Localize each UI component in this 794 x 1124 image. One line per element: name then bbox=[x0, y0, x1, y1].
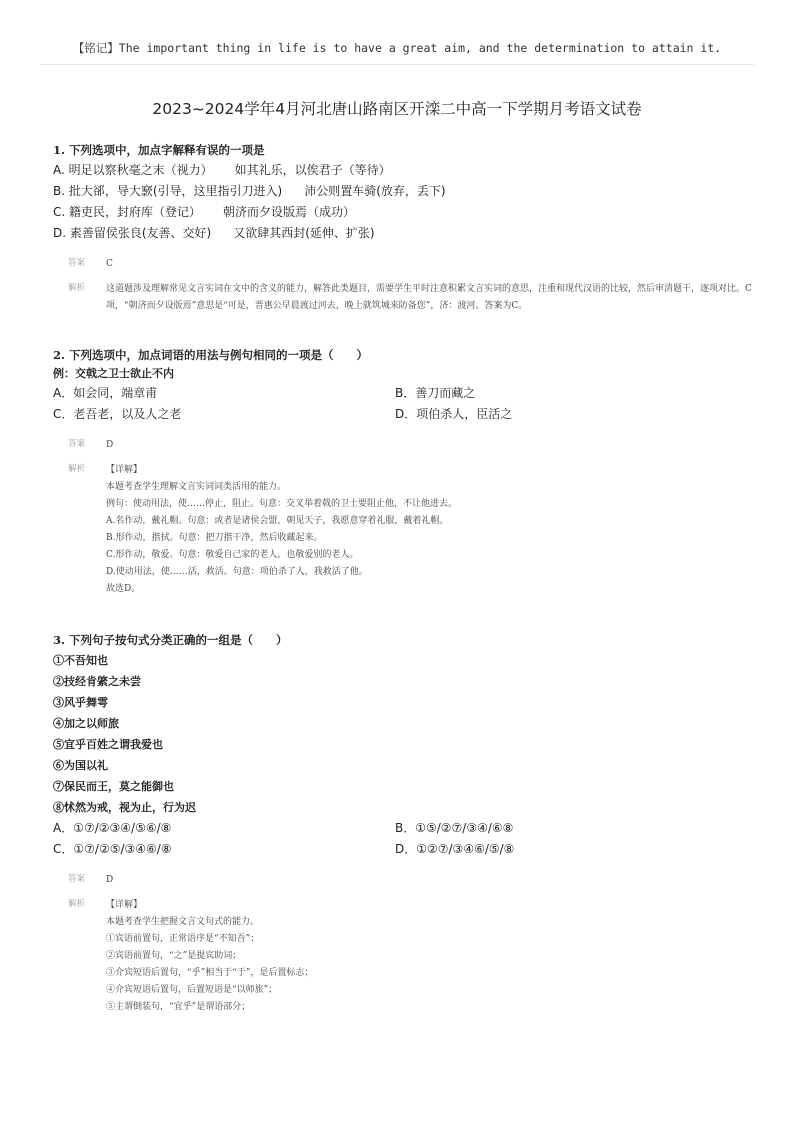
option-d: D．①②⑦/③④⑥/⑤/⑧ bbox=[395, 842, 515, 856]
answer-value: D bbox=[106, 875, 114, 885]
option-text: B. 批大郤，导大窾(引导，这里指引刀进入) bbox=[53, 184, 283, 198]
option-b: B．①⑤/②⑦/③④/⑥⑧ bbox=[395, 821, 514, 835]
option-text: C. 籍吏民，封府库（登记） bbox=[53, 205, 202, 219]
answer-block bbox=[68, 256, 753, 315]
option-text: 如其礼乐，以俟君子（等待） bbox=[234, 163, 391, 177]
option-b: B．善刀而藏之 bbox=[395, 386, 476, 400]
sentence-item: ④加之以师旅 bbox=[53, 717, 119, 730]
answer-label: 答案 bbox=[68, 874, 86, 884]
option-row bbox=[53, 223, 753, 244]
analysis-label: 解析 bbox=[68, 464, 86, 474]
analysis-line: ①宾语前置句，正常语序是“不知吾”； bbox=[106, 934, 260, 944]
exam-content bbox=[53, 140, 753, 1016]
answer-value: C bbox=[106, 259, 113, 269]
example-sentence: 例：交戟之卫士欲止不内 bbox=[53, 367, 174, 380]
sentence-item: ⑦保民而王，莫之能御也 bbox=[53, 780, 174, 793]
option-text: 沛公则置车骑(放弃，丢下) bbox=[304, 184, 446, 198]
sentence-item: ⑧怵然为戒，视为止，行为迟 bbox=[53, 801, 196, 814]
analysis-line: ④介宾短语后置句，后置短语是“以师旅”； bbox=[106, 985, 278, 995]
analysis-line: D.使动用法，使……活，救活。句意：项伯杀了人，我救活了他。 bbox=[106, 567, 368, 577]
sentence-item: ⑤宜乎百姓之谓我爱也 bbox=[53, 738, 163, 751]
analysis-line: ③介宾短语后置句，“乎”相当于“于”，是后置标志； bbox=[106, 968, 314, 978]
question-3 bbox=[53, 630, 753, 1016]
option-row bbox=[53, 160, 753, 181]
analysis-line: 本题考查学生理解文言实词词类活用的能力。 bbox=[106, 482, 287, 492]
analysis-label: 解析 bbox=[68, 283, 86, 293]
question-2 bbox=[53, 345, 753, 598]
analysis-line: 例句：使动用法，使……停止，阻止。句意：交叉举着戟的卫士要阻止他，不让他进去。 bbox=[106, 499, 458, 509]
analysis-text: 这道题涉及理解常见文言实词在文中的含义的能力，解答此类题目，需要学生平时注意积累文言实词的意思，注重和现代汉语的比较，然后审清题干，逐项对比。C项，“朝济而夕设版焉”意思是“可是，晋惠公早晨渡过河去，晚上就筑城来防备您”，济：渡河。答案为C。 bbox=[106, 284, 752, 311]
analysis-text bbox=[106, 462, 753, 598]
option-d: D．项伯杀人，臣活之 bbox=[395, 407, 513, 421]
answer-block bbox=[68, 437, 753, 598]
answer-value: D bbox=[106, 440, 114, 450]
option-text: D. 素善留侯张良(友善、交好) bbox=[53, 226, 212, 240]
option-text: A. 明足以察秋毫之末（视力） bbox=[53, 163, 213, 177]
analysis-label: 解析 bbox=[68, 899, 86, 909]
question-stem: 3. 下列句子按句式分类正确的一组是（ ） bbox=[53, 633, 288, 647]
option-text: 朝济而夕设版焉（成功） bbox=[223, 205, 356, 219]
sentence-item: ③风乎舞雩 bbox=[53, 696, 108, 709]
sentence-item: ①不吾知也 bbox=[53, 654, 108, 667]
option-c: C．①⑦/②⑤/③④⑥/⑧ bbox=[53, 842, 172, 856]
analysis-line: 故选D。 bbox=[106, 584, 141, 594]
analysis-line: 本题考查学生把握文言文句式的能力。 bbox=[106, 917, 260, 927]
option-grid bbox=[53, 818, 743, 860]
analysis-text bbox=[106, 897, 753, 1016]
answer-label: 答案 bbox=[68, 439, 86, 449]
analysis-line: A.名作动，戴礼帽。句意：或者是诸侯会盟，朝见天子，我愿意穿着礼服，戴着礼帽。 bbox=[106, 516, 449, 526]
option-a: A．如会同，端章甫 bbox=[53, 386, 158, 400]
option-a: A．①⑦/②③④/⑤⑥/⑧ bbox=[53, 821, 172, 835]
analysis-line: ②宾语前置句，“之”是提宾助词； bbox=[106, 951, 242, 961]
option-grid bbox=[53, 383, 743, 425]
option-c: C．老吾老，以及人之老 bbox=[53, 407, 182, 421]
option-row bbox=[53, 181, 753, 202]
question-1 bbox=[53, 140, 753, 315]
analysis-line: B.形作动，揩拭。句意：把刀揩干净，然后收藏起来。 bbox=[106, 533, 323, 543]
answer-label: 答案 bbox=[68, 258, 86, 268]
analysis-line: C.形作动，敬爱。句意：敬爱自己家的老人，也敬爱别的老人。 bbox=[106, 550, 359, 560]
motto: 【铭记】The important thing in life is to have a great aim, and the determination to attain it. bbox=[72, 41, 722, 55]
sentence-item: ②技经肯綮之未尝 bbox=[53, 675, 141, 688]
analysis-line: 【详解】 bbox=[106, 465, 143, 475]
header-divider bbox=[40, 64, 754, 65]
option-text: 又欲肆其西封(延伸、扩张) bbox=[233, 226, 375, 240]
answer-block bbox=[68, 872, 753, 1016]
question-stem: 2. 下列选项中，加点词语的用法与例句相同的一项是（ ） bbox=[53, 348, 369, 362]
option-row bbox=[53, 202, 753, 223]
analysis-line: 【详解】 bbox=[106, 900, 143, 910]
analysis-line: ⑤主谓倒装句，“宜乎”是谓语部分； bbox=[106, 1002, 251, 1012]
page-title: 2023~2024学年4月河北唐山路南区开滦二中高一下学期月考语文试卷 bbox=[152, 100, 642, 118]
sentence-item: ⑥为国以礼 bbox=[53, 759, 108, 772]
question-stem: 1. 下列选项中，加点字解释有误的一项是 bbox=[53, 143, 265, 157]
